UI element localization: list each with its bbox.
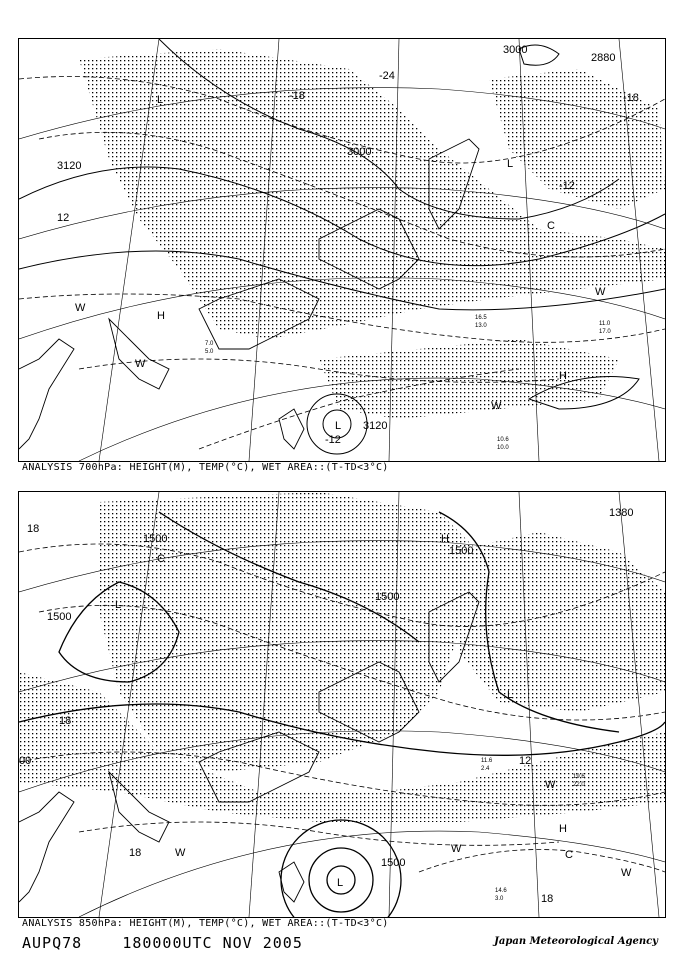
product-id: AUPQ78 xyxy=(22,934,83,952)
height-label: 1500 xyxy=(375,591,400,603)
temp-label: 12 xyxy=(57,212,70,224)
station-value: 13.0 xyxy=(475,323,487,329)
station-value: 16.5 xyxy=(475,315,487,321)
temp-label: 18 xyxy=(541,893,554,905)
station-value: 11.0 xyxy=(599,321,611,327)
station-value: 10.6 xyxy=(497,437,509,443)
high-pressure-symbol: H xyxy=(157,310,165,322)
valid-datetime: 180000UTC NOV 2005 xyxy=(122,934,303,952)
panel-caption-850hpa: ANALYSIS 850hPa: HEIGHT(M), TEMP(°C), WET AREA::(T-TD<3°C) xyxy=(22,918,389,929)
temp-label: 18 xyxy=(129,847,142,859)
station-value: 2.4 xyxy=(481,766,490,772)
low-pressure-symbol: L xyxy=(157,94,164,106)
temp-label: 12 xyxy=(519,755,532,767)
station-value: 5.0 xyxy=(205,349,214,355)
temp-label: -18 xyxy=(623,92,639,104)
cold-symbol: C xyxy=(547,220,555,232)
panel-caption-700hpa: ANALYSIS 700hPa: HEIGHT(M), TEMP(°C), WET AREA::(T-TD<3°C) xyxy=(22,462,389,473)
station-value: 19.6 xyxy=(573,774,585,780)
height-label: 1380 xyxy=(609,507,634,519)
cold-symbol: C xyxy=(157,553,165,565)
warm-symbol: W xyxy=(491,400,502,412)
temp-label: -12 xyxy=(559,180,575,192)
low-pressure-symbol: L xyxy=(335,420,342,432)
height-label: 3120 xyxy=(57,160,82,172)
wet-area-shading xyxy=(319,339,619,419)
height-label: 3000 xyxy=(347,146,372,158)
high-pressure-symbol: H xyxy=(441,533,449,545)
low-pressure-symbol: L xyxy=(507,158,514,170)
cold-symbol: C xyxy=(565,849,573,861)
height-label: 2880 xyxy=(591,52,616,64)
map-700hpa-chart xyxy=(19,39,665,461)
map-panel-700hpa xyxy=(18,38,666,462)
agency-credit: Japan Meteorological Agency xyxy=(494,936,658,947)
map-panel-850hpa xyxy=(18,491,666,918)
temp-label: -12 xyxy=(325,434,341,446)
station-value: 17.0 xyxy=(599,329,611,335)
station-value: 10.0 xyxy=(497,445,509,451)
station-value: 3.0 xyxy=(495,896,504,902)
station-value: 22.0 xyxy=(573,782,585,788)
low-pressure-symbol: L xyxy=(115,599,122,611)
map-850hpa-chart xyxy=(19,492,665,917)
station-value: 7.0 xyxy=(205,341,214,347)
warm-symbol: W xyxy=(451,843,462,855)
warm-symbol: W xyxy=(75,302,86,314)
warm-symbol: W xyxy=(595,286,606,298)
height-label: 3000 xyxy=(503,44,528,56)
height-label: 1500 xyxy=(381,857,406,869)
low-pressure-symbol: L xyxy=(507,689,514,701)
high-pressure-symbol: H xyxy=(559,370,567,382)
station-value: 14.6 xyxy=(495,888,507,894)
temp-label: -24 xyxy=(379,70,395,82)
temp-label: 18 xyxy=(27,523,40,535)
product-header xyxy=(22,934,303,952)
wet-area-shading xyxy=(449,532,665,712)
warm-symbol: W xyxy=(135,358,146,370)
height-label: 3120 xyxy=(363,420,388,432)
height-label: 1500 xyxy=(47,611,72,623)
height-label: 00 xyxy=(19,755,32,767)
low-pressure-symbol: L xyxy=(337,877,344,889)
warm-symbol: W xyxy=(175,847,186,859)
warm-symbol: W xyxy=(621,867,632,879)
temp-label: -18 xyxy=(289,90,305,102)
temp-label: 18 xyxy=(59,715,72,727)
height-label: 1500 xyxy=(449,545,474,557)
wet-area-shading xyxy=(489,69,665,209)
warm-symbol: W xyxy=(545,779,556,791)
station-value: 11.6 xyxy=(481,758,493,764)
high-pressure-symbol: H xyxy=(559,823,567,835)
height-label: 1500 xyxy=(143,533,168,545)
